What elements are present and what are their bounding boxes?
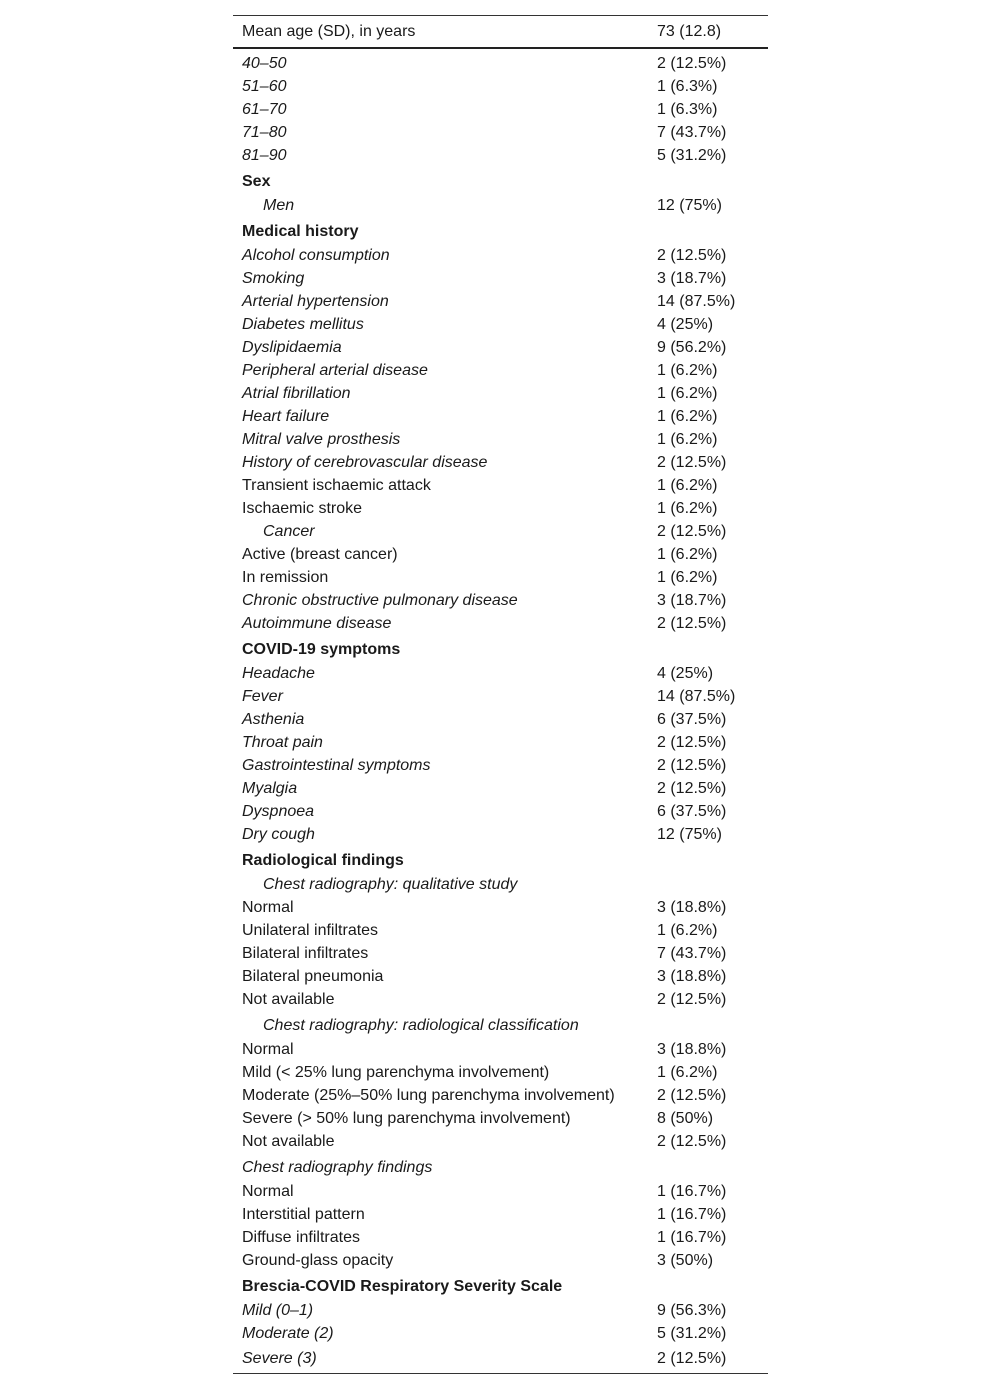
table-row: [233, 1107, 768, 1130]
row-label: Cancer: [263, 523, 315, 540]
row-label: Chest radiography: radiological classification: [263, 1017, 579, 1034]
row-label: Unilateral infiltrates: [242, 922, 379, 939]
row-value: 4 (25%): [657, 316, 714, 333]
section-heading: COVID-19 symptoms: [242, 641, 401, 658]
row-value: 2 (12.5%): [657, 780, 727, 797]
table-row: [233, 121, 768, 144]
row-label: Severe (3): [233, 1345, 648, 1374]
row-value: 3 (18.8%): [657, 1041, 727, 1058]
row-value: 1 (16.7%): [657, 1206, 727, 1223]
table-row: [233, 708, 768, 731]
row-label: Not available: [242, 1133, 335, 1150]
table-row: [233, 1011, 768, 1038]
row-label: Severe (> 50% lung parenchyma involvement): [242, 1110, 571, 1127]
table-row: [233, 474, 768, 497]
row-value: [648, 217, 768, 244]
table-row: [233, 267, 768, 290]
row-label: Ischaemic stroke: [242, 500, 363, 517]
row-label: History of cerebrovascular disease: [242, 454, 488, 471]
row-value: [648, 167, 768, 194]
table-row: [233, 75, 768, 98]
table-row: [233, 873, 768, 896]
table-row: [233, 290, 768, 313]
table-row: [233, 1180, 768, 1203]
row-label: Heart failure: [242, 408, 330, 425]
row-label: Transient ischaemic attack: [242, 477, 431, 494]
row-value: 2 (12.5%): [657, 454, 727, 471]
row-label: Not available: [242, 991, 335, 1008]
row-label: Ground-glass opacity: [242, 1252, 394, 1269]
table-row: [233, 1203, 768, 1226]
row-label: Dyslipidaemia: [242, 339, 342, 356]
row-value: [648, 1153, 768, 1180]
table-row: [233, 336, 768, 359]
table-row: [233, 800, 768, 823]
row-label: Alcohol consumption: [242, 247, 390, 264]
row-value: 2 (12.5%): [657, 523, 727, 540]
table-row: [233, 244, 768, 267]
table-row: [233, 382, 768, 405]
row-label: Peripheral arterial disease: [242, 362, 428, 379]
row-value: 2 (12.5%): [657, 734, 727, 751]
table-row: [233, 635, 768, 662]
row-value: 2 (12.5%): [657, 54, 727, 72]
table-row: [233, 520, 768, 543]
row-label: Atrial fibrillation: [242, 385, 351, 402]
row-value: 1 (6.2%): [657, 362, 718, 379]
row-value: 1 (6.2%): [657, 1064, 718, 1081]
section-heading: Brescia-COVID Respiratory Severity Scale: [242, 1278, 563, 1295]
row-value: [648, 1272, 768, 1299]
row-label: 51–60: [242, 78, 287, 95]
table-row: [233, 754, 768, 777]
row-label: Moderate (2): [242, 1325, 334, 1342]
table-row: [233, 731, 768, 754]
row-label: Fever: [242, 688, 283, 705]
table-row: [233, 1061, 768, 1084]
row-value: 2 (12.5%): [657, 991, 727, 1008]
table-row: [233, 919, 768, 942]
row-label: Dyspnoea: [242, 803, 315, 820]
table-row: [233, 144, 768, 167]
row-value: 1 (6.2%): [657, 408, 718, 425]
row-value: 6 (37.5%): [657, 711, 727, 728]
table-row: [233, 942, 768, 965]
row-label: Normal: [242, 899, 294, 916]
table-row: [233, 589, 768, 612]
table-row: [233, 1084, 768, 1107]
row-label: Gastrointestinal symptoms: [242, 757, 431, 774]
row-value: 8 (50%): [657, 1110, 714, 1127]
row-value: 3 (18.8%): [657, 968, 727, 985]
table-row: [233, 1299, 768, 1322]
row-value: 12 (75%): [657, 197, 722, 214]
row-value: 3 (18.7%): [657, 592, 727, 609]
row-value: 1 (6.2%): [657, 385, 718, 402]
row-value: 1 (6.2%): [657, 500, 718, 517]
table-row: [233, 566, 768, 589]
table-row: [233, 428, 768, 451]
row-value: 5 (31.2%): [657, 147, 727, 164]
table-row: [233, 194, 768, 217]
table-row: [233, 1038, 768, 1061]
row-value: 1 (16.7%): [657, 1229, 727, 1246]
row-label: 81–90: [242, 147, 287, 164]
header-label: Mean age (SD), in years: [233, 16, 648, 49]
row-value: 5 (31.2%): [657, 1325, 727, 1342]
row-value: [648, 1011, 768, 1038]
table-row: [233, 98, 768, 121]
table-row: [233, 1272, 768, 1299]
row-value: 1 (16.7%): [657, 1183, 727, 1200]
row-label: Active (breast cancer): [242, 546, 398, 563]
row-value: 1 (6.2%): [657, 477, 718, 494]
row-label: Diabetes mellitus: [242, 316, 364, 333]
row-label: Asthenia: [242, 711, 305, 728]
row-label: Normal: [242, 1183, 294, 1200]
table-row: [233, 846, 768, 873]
table-row: [233, 685, 768, 708]
table-row: [233, 543, 768, 566]
row-value: [648, 846, 768, 873]
row-label: Autoimmune disease: [242, 615, 392, 632]
table-row: [233, 965, 768, 988]
characteristics-table: [233, 15, 768, 1374]
table-row: [233, 1345, 768, 1374]
row-value: 1 (6.3%): [657, 101, 718, 118]
table-row: [233, 405, 768, 428]
row-label: Men: [263, 197, 295, 214]
row-label: Chest radiography: qualitative study: [263, 876, 518, 893]
row-label: Myalgia: [242, 780, 298, 797]
row-label: In remission: [242, 569, 329, 586]
row-value: 14 (87.5%): [657, 688, 736, 705]
row-value: 1 (6.2%): [657, 922, 718, 939]
row-label: Normal: [242, 1041, 294, 1058]
characteristics-table-container: [233, 15, 768, 1374]
row-value: 2 (12.5%): [657, 247, 727, 264]
section-heading: Sex: [242, 173, 271, 190]
table-row: [233, 313, 768, 336]
row-label: Headache: [242, 665, 315, 682]
table-row: [233, 48, 768, 75]
row-value: [648, 635, 768, 662]
row-value: 3 (50%): [657, 1252, 714, 1269]
row-value: 1 (6.2%): [657, 431, 718, 448]
row-value: 2 (12.5%): [648, 1345, 768, 1374]
table-row: [233, 612, 768, 635]
row-value: 6 (37.5%): [657, 803, 727, 820]
row-label: Bilateral infiltrates: [242, 945, 369, 962]
table-row: [233, 1130, 768, 1153]
section-heading: Radiological findings: [242, 852, 404, 869]
row-value: 2 (12.5%): [657, 615, 727, 632]
row-value: 14 (87.5%): [657, 293, 736, 310]
section-heading: Medical history: [242, 223, 359, 240]
table-row: [233, 217, 768, 244]
row-value: 3 (18.7%): [657, 270, 727, 287]
row-value: 7 (43.7%): [657, 945, 727, 962]
row-label: Mild (< 25% lung parenchyma involvement): [242, 1064, 550, 1081]
row-label: Dry cough: [242, 826, 315, 843]
row-label: 40–50: [242, 54, 287, 72]
table-row: [233, 1153, 768, 1180]
row-label: Mild (0–1): [242, 1302, 314, 1319]
row-value: 9 (56.3%): [657, 1302, 727, 1319]
row-label: Diffuse infiltrates: [242, 1229, 360, 1246]
row-value: 7 (43.7%): [657, 124, 727, 141]
row-value: 1 (6.2%): [657, 569, 718, 586]
table-row: [233, 988, 768, 1011]
table-row: [233, 497, 768, 520]
row-value: 1 (6.2%): [657, 546, 718, 563]
header-value: 73 (12.8): [648, 16, 768, 49]
row-value: [648, 873, 768, 896]
row-label: Arterial hypertension: [242, 293, 389, 310]
row-label: 71–80: [242, 124, 287, 141]
table-row: [233, 777, 768, 800]
row-label: Chronic obstructive pulmonary disease: [242, 592, 518, 609]
row-label: Mitral valve prosthesis: [242, 431, 401, 448]
row-label: Interstitial pattern: [242, 1206, 365, 1223]
row-value: 2 (12.5%): [657, 757, 727, 774]
row-value: 1 (6.3%): [657, 78, 718, 95]
row-label: Smoking: [242, 270, 305, 287]
row-label: Throat pain: [242, 734, 323, 751]
table-row: [233, 823, 768, 846]
row-value: 3 (18.8%): [657, 899, 727, 916]
table-row: [233, 662, 768, 685]
row-label: Bilateral pneumonia: [242, 968, 384, 985]
table-row: [233, 1322, 768, 1345]
row-value: 2 (12.5%): [657, 1087, 727, 1104]
table-row: [233, 896, 768, 919]
table-row: [233, 359, 768, 382]
table-row: [233, 1249, 768, 1272]
row-label: 61–70: [242, 101, 287, 118]
row-value: 12 (75%): [657, 826, 722, 843]
table-header-row: [233, 16, 768, 49]
row-label: Chest radiography findings: [242, 1159, 433, 1176]
row-value: 2 (12.5%): [657, 1133, 727, 1150]
table-row: [233, 451, 768, 474]
row-value: 4 (25%): [657, 665, 714, 682]
table-row: [233, 1226, 768, 1249]
row-value: 9 (56.2%): [657, 339, 727, 356]
row-label: Moderate (25%–50% lung parenchyma involvement): [242, 1087, 615, 1104]
table-row: [233, 167, 768, 194]
table-body: [233, 48, 768, 1374]
